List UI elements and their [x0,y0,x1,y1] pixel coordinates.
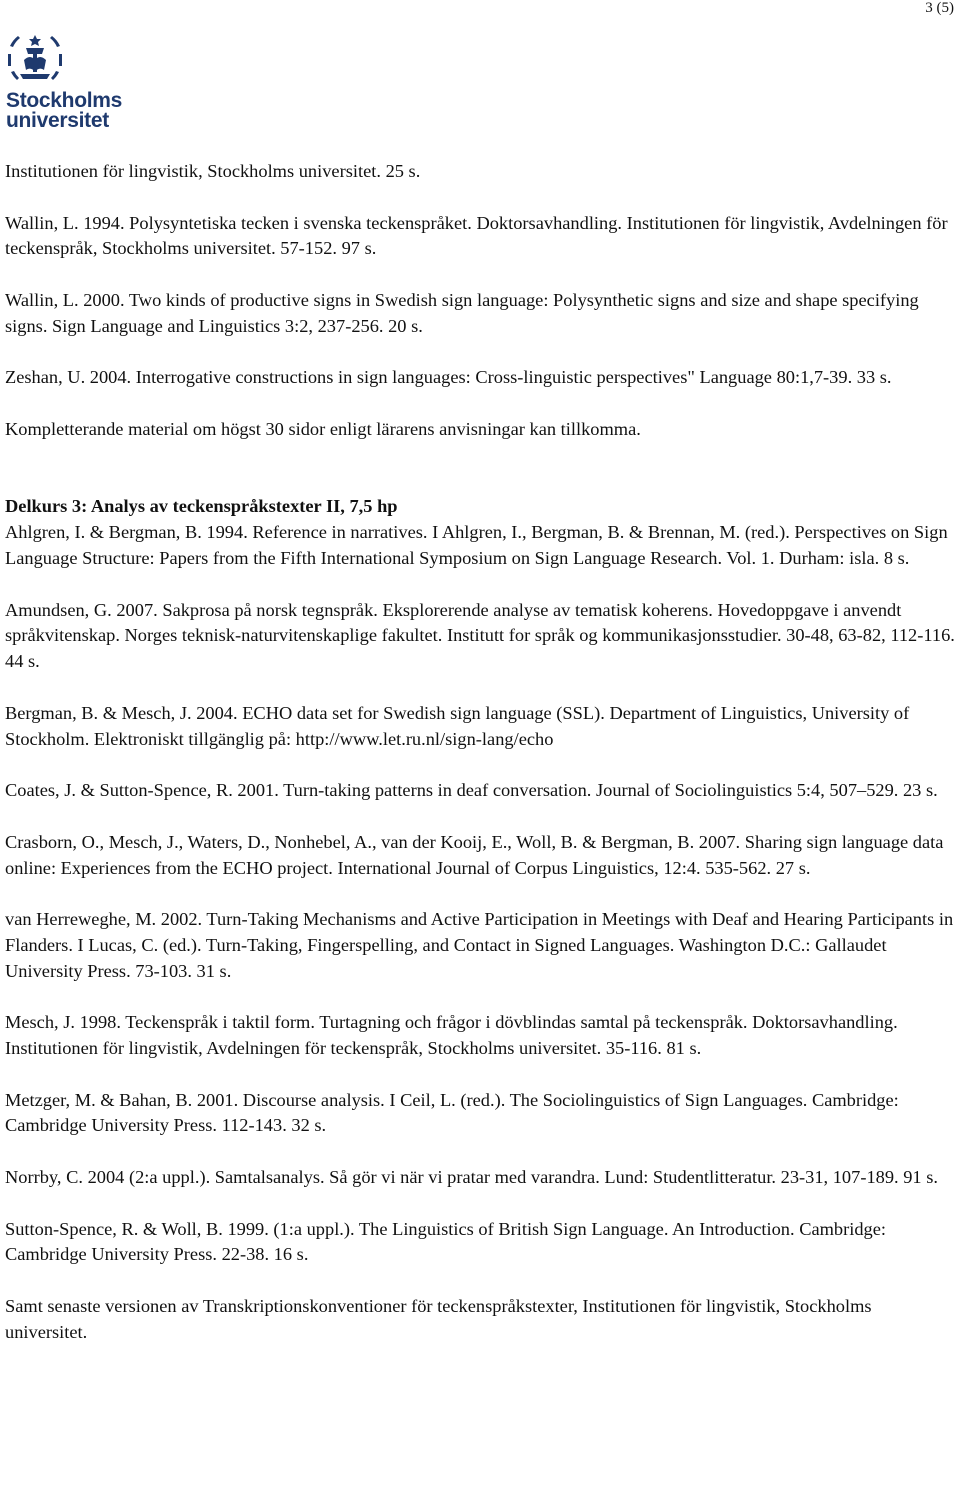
university-seal-icon [4,30,66,90]
logo-text-line1: Stockholms [6,89,123,112]
reference-entry: Wallin, L. 2000. Two kinds of productive signs in Swedish sign language: Polysynthetic signs and size and shape specifying signs. Sign Language and Linguistics 3:2, 237-256. 20 s. [5,289,919,336]
reference-entry: Coates, J. & Sutton-Spence, R. 2001. Turn-taking patterns in deaf conversation. Journal of Sociolinguistics 5:4, 507–529. 23 s. [5,780,938,801]
section-heading: Delkurs 3: Analys av teckenspråkstexter II, 7,5 hp [5,496,398,517]
reference-entry: Crasborn, O., Mesch, J., Waters, D., Nonhebel, A., van der Kooij, E., Woll, B. & Bergman, B. 2007. Sharing sign language data online: Experiences from the ECHO project. International Journal of Corpus Linguistics, 12:4. 535-562. 27 s. [5,831,944,878]
reference-entry: Bergman, B. & Mesch, J. 2004. ECHO data set for Swedish sign language (SSL). Department of Linguistics, University of Stockholm. Elektroniskt tillgänglig på: http://www.let.ru.nl/sign-lang/echo [5,702,910,749]
reference-entry: Wallin, L. 1994. Polysyntetiska tecken i svenska teckenspråket. Doktorsavhandling. Institutionen för lingvistik, Avdelningen för teckenspråk, Stockholms universitet. 57-152. 97 s. [5,212,948,259]
reference-entry: Mesch, J. 1998. Teckenspråk i taktil form. Turtagning och frågor i dövblindas samtal på teckenspråk. Doktorsavhandling. Institutionen för lingvistik, Avdelningen för teckenspråk, Stockholms universitet. 35-116. 81 s. [5,1012,898,1059]
reference-entry: Norrby, C. 2004 (2:a uppl.). Samtalsanalys. Så gör vi när vi pratar med varandra. Lund: Studentlitteratur. 23-31, 107-189. 91 s. [5,1167,938,1188]
university-logo [4,30,124,130]
logo-text-line2: universitet [6,109,109,132]
reference-entry: Sutton-Spence, R. & Woll, B. 1999. (1:a uppl.). The Linguistics of British Sign Language. An Introduction. Cambridge: Cambridge University Press. 22-38. 16 s. [5,1218,887,1265]
page-number: 3 (5) [925,0,954,16]
supplementary-note: Kompletterande material om högst 30 sidor enligt lärarens anvisningar kan tillkomma. [5,418,641,439]
reference-entry: Ahlgren, I. & Bergman, B. 1994. Reference in narratives. I Ahlgren, I., Bergman, B. & Brennan, M. (red.). Perspectives on Sign Language Structure: Papers from the Fifth International Symposium on Sign Language Research. Vol. 1. Durham: isla. 8 s. [5,522,948,568]
reference-entry: Institutionen för lingvistik, Stockholms universitet. 25 s. [5,161,421,181]
reference-entry: Amundsen, G. 2007. Sakprosa på norsk tegnspråk. Eksplorerende analyse av tematisk koherens. Hovedoppgave i anvendt språkvitenskap. Norges teknisk-naturvitenskaplige fakultet. Institutt for språk og kommunikasjonsstudier. 30-48, 63-82, 112-116. 44 s. [5,599,955,672]
reference-entry: Zeshan, U. 2004. Interrogative constructions in sign languages: Cross-linguistic perspectives" Language 80:1,7-39. 33 s. [5,367,892,388]
reference-entry: van Herreweghe, M. 2002. Turn-Taking Mechanisms and Active Participation in Meetings with Deaf and Hearing Participants in Flanders. I Lucas, C. (ed.). Turn-Taking, Fingerspelling, and Contact in Signed Languages. Washington D.C.: Gallaudet University Press. 73-103. 31 s. [5,909,954,981]
document-body [5,159,955,1346]
closing-note: Samt senaste versionen av Transkriptionskonventioner för teckenspråkstexter, Institutionen för lingvistik, Stockholms universitet. [5,1296,872,1342]
reference-entry: Metzger, M. & Bahan, B. 2001. Discourse analysis. I Ceil, L. (red.). The Sociolinguistics of Sign Languages. Cambridge: Cambridge University Press. 112-143. 32 s. [5,1089,899,1136]
